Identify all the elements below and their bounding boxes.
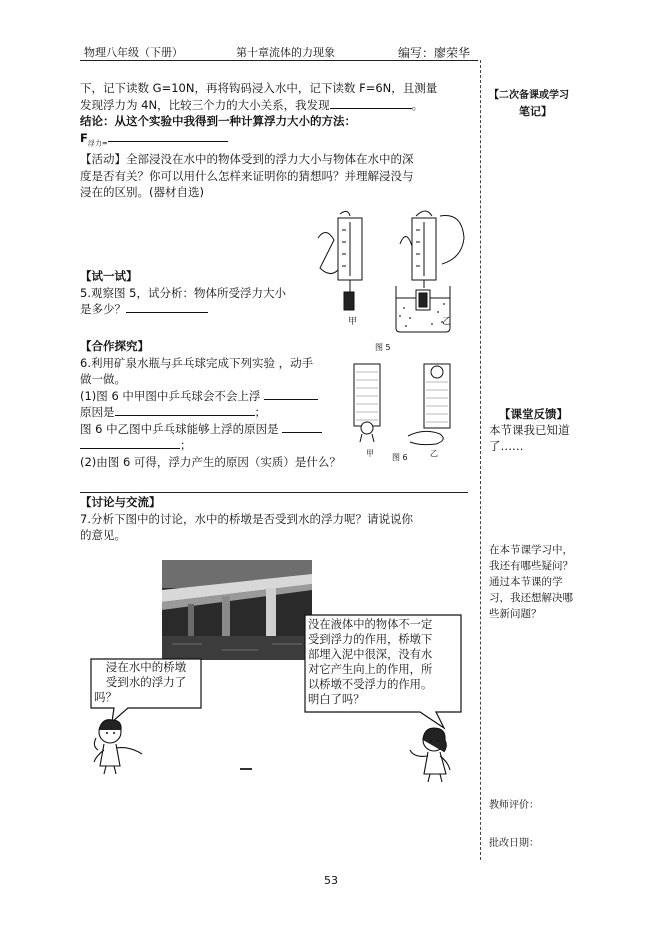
activity-line-2: 度是否有关？你可以用什么怎样来证明你的猜想吗？并理解浸没与 — [80, 168, 414, 183]
header-chapter: 第十章流体的力现象 — [236, 46, 335, 59]
question-line-2: 我还有哪些疑问？ — [489, 560, 573, 572]
intro-paragraph — [80, 80, 475, 201]
answer-blank-q5[interactable] — [126, 301, 208, 313]
page-number: 53 — [324, 874, 338, 887]
activity-line-3: 浸在的区别。(器材自选) — [80, 185, 204, 200]
try-section — [80, 268, 320, 318]
question-line-4: 习，我还想解决哪 — [489, 592, 573, 604]
conclusion-text: 结论：从这个实验中我得到一种计算浮力大小的方法： — [80, 114, 356, 128]
bubble-left-line-3: 吗？ — [94, 690, 117, 704]
header-rule — [80, 60, 478, 61]
bubble-right-line-3: 部埋入泥中很深，没有水 — [308, 648, 433, 661]
activity-line-1: 【活动】全部浸没在水中的物体受到的浮力大小与物体在水中的深 — [80, 152, 414, 167]
formula-subscript: 浮力= — [87, 138, 108, 147]
header-course: 物理八年级（下册） — [84, 46, 183, 59]
feedback-title: 【课堂反馈】 — [499, 407, 568, 421]
bubble-right-line-1: 没在液体中的物体不一定 — [308, 618, 433, 631]
speech-bubble-right — [308, 617, 458, 707]
q7-line-2: 的意见。 — [80, 528, 126, 542]
figure-5-caption: 图 5 — [375, 343, 391, 352]
bubble-right-line-5: 以桥墩不受浮力的作用。 — [308, 678, 433, 691]
feedback-line-1: 本节课我已知道 — [489, 423, 570, 437]
answer-blank-relation[interactable] — [330, 97, 412, 109]
coop-title: 【合作探究】 — [80, 339, 149, 353]
sidebar-notes-title — [489, 88, 569, 120]
question-line-3: 通过本节课的学 — [489, 576, 563, 588]
sidebar-questions — [489, 542, 573, 622]
speech-bubble-left — [94, 660, 198, 705]
bridge-photo — [162, 560, 312, 660]
q6-line-4 — [80, 404, 370, 421]
intro-line-2-end: 。 — [411, 97, 424, 112]
figure-5-label-jia: 甲 — [348, 317, 358, 327]
bubble-left-line-2: 受到水的浮力了 — [105, 675, 187, 689]
try-title: 【试一试】 — [80, 269, 138, 283]
q6-line-6-end: ； — [180, 438, 192, 452]
answer-blank-q6-2b[interactable] — [80, 437, 180, 449]
question-line-5: 些新问题？ — [489, 608, 542, 620]
question-line-1: 在本节课学习中， — [489, 544, 573, 556]
q6-line-7: (2)由图 6 可得，浮力产生的原因（实质）是什么？ — [80, 454, 341, 469]
intro-line-2 — [80, 97, 475, 114]
q6-line-3-text: (1)图 6 中甲图中乒乓球会不会上浮 — [80, 388, 261, 403]
q6-line-5-text: 图 6 中乙图中乒乓球能够上浮的原因是 — [80, 421, 279, 436]
scan-mark — [240, 768, 252, 770]
figure-6-caption: 图 6 — [392, 453, 408, 462]
bottle-jia — [354, 364, 380, 426]
ball-jia — [361, 422, 373, 434]
correction-date-label: 批改日期： — [489, 838, 539, 849]
q6-line-6 — [80, 437, 370, 454]
bubble-right-line-2: 受到浮力的作用，桥墩下 — [308, 633, 433, 646]
answer-blank-q6-1a[interactable] — [264, 388, 318, 400]
intro-line-2-text: 发现浮力为 4N，比较三个力的大小关系，我发现 — [80, 97, 330, 112]
formula-f: F — [80, 130, 88, 145]
formula-line — [80, 130, 475, 152]
q5-line-2-text: 是多少？ — [80, 302, 126, 316]
discussion-title: 【讨论与交流】 — [80, 495, 161, 509]
q6-line-4-end: ； — [254, 405, 266, 419]
girl-character-right — [404, 726, 460, 784]
notes-title-line-2: 笔记】 — [519, 105, 552, 118]
coop-section — [80, 338, 370, 470]
q6-line-5 — [80, 421, 370, 438]
figure-6-bottles — [348, 358, 464, 454]
intro-line-1: 下，记下读数 G=10N，再将钩码浸入水中，记下读数 F=6N，且测量 — [80, 81, 438, 95]
figure-5-label-yi: 乙 — [442, 317, 452, 327]
left-weight — [344, 292, 354, 310]
ball-yi — [431, 366, 443, 378]
left-hand-outline — [318, 232, 338, 273]
answer-blank-formula[interactable] — [108, 130, 228, 142]
q7-line-1: 7.分析下图中的讨论，水中的桥墩是否受到水的浮力呢？请说说你 — [80, 511, 413, 526]
figure-6-label-jia: 甲 — [366, 449, 374, 458]
hand-yi — [408, 431, 443, 444]
answer-blank-q6-1b[interactable] — [115, 404, 255, 416]
q6-line-4-text: 原因是 — [80, 405, 115, 419]
notes-title-line-1: 【二次备课或学习 — [489, 90, 569, 101]
figure-6-label-yi: 乙 — [430, 449, 438, 458]
bubble-right-line-6: 明白了吗？ — [308, 693, 365, 706]
q5-line-2 — [80, 301, 320, 318]
discussion-section — [80, 494, 475, 544]
q6-line-1: 6.利用矿泉水瓶与乒乓球完成下列实验 ，动手 — [80, 355, 314, 370]
q6-line-2: 做一做。 — [80, 372, 126, 386]
left-scale-hook-top — [340, 211, 350, 216]
bridge-pier — [266, 588, 276, 636]
teacher-evaluation-label: 教师评价： — [489, 800, 539, 811]
header-author: 编写：廖荣华 — [398, 46, 471, 60]
bubble-right-line-4: 对它产生向上的作用，所 — [308, 663, 433, 676]
q5-line-1: 5.观察图 5，试分析：物体所受浮力大小 — [80, 285, 286, 300]
discussion-rule — [80, 492, 468, 493]
sidebar-feedback — [489, 406, 570, 454]
girl-character-left — [90, 716, 152, 776]
answer-blank-q6-2a[interactable] — [282, 421, 322, 433]
margin-divider — [480, 60, 481, 860]
q6-line-3 — [80, 388, 370, 405]
feedback-line-2: 了…… — [489, 439, 524, 453]
right-hand-outline — [440, 215, 464, 264]
bubble-left-line-1: 浸在水中的桥墩 — [105, 660, 187, 674]
